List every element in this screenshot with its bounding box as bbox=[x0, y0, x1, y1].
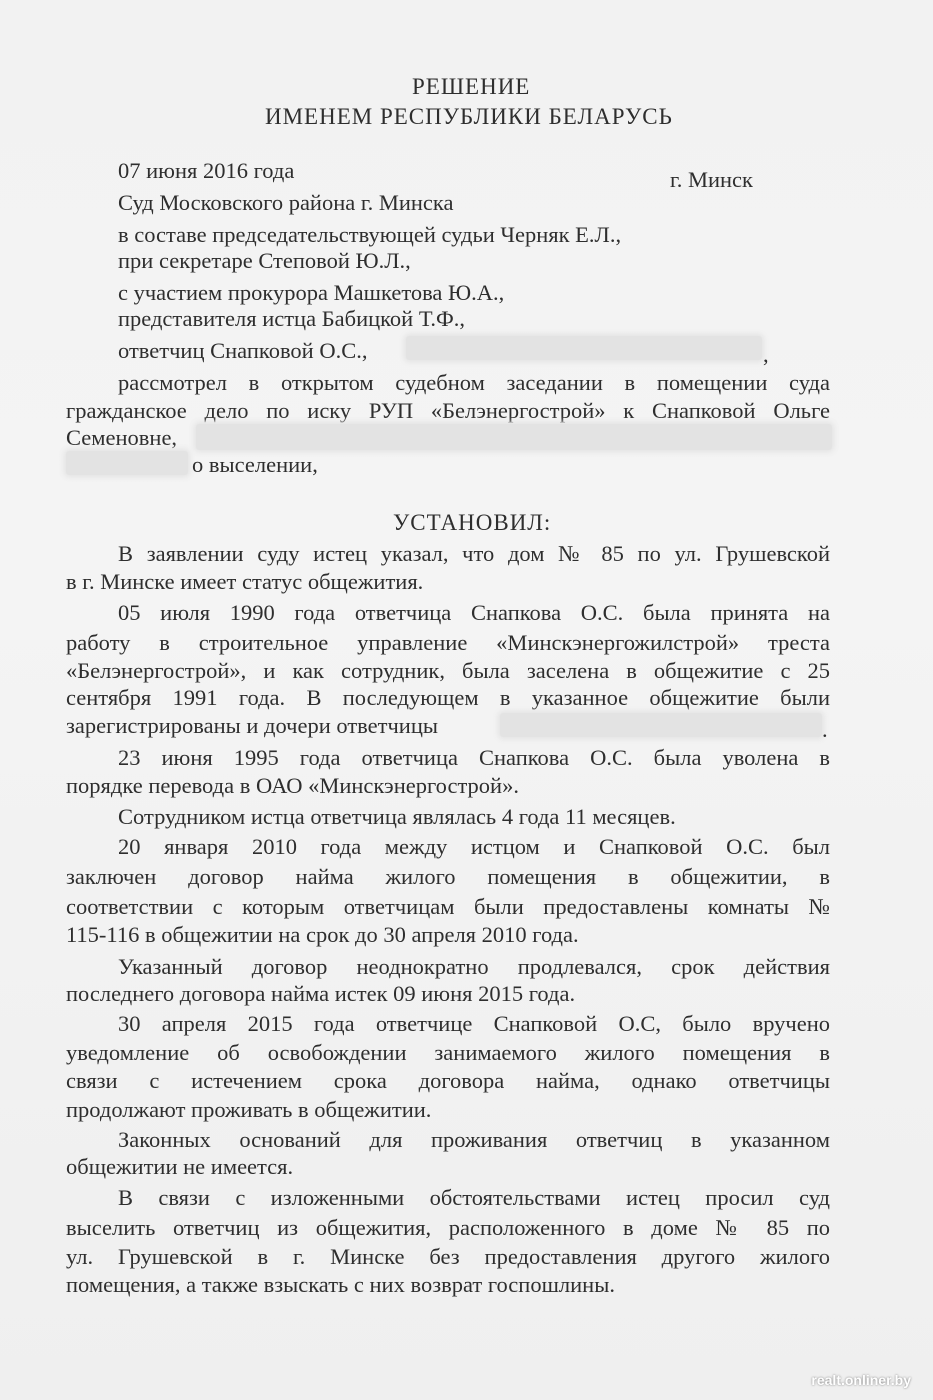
body-line: связи с истечением срока договора найма, однако ответчицы bbox=[66, 1068, 830, 1093]
document-subtitle: ИМЕНЕМ РЕСПУБЛИКИ БЕЛАРУСЬ bbox=[265, 104, 673, 129]
body-line: 30 апреля 2015 года ответчице Снапковой О.С, было вручено bbox=[118, 1011, 830, 1036]
body-line: последнего договора найма истек 09 июня 2015 года. bbox=[66, 981, 576, 1006]
body-line: Сотрудником истца ответчица являлась 4 года 11 месяцев. bbox=[118, 804, 676, 829]
decision-city: г. Минск bbox=[670, 167, 753, 192]
document-title: РЕШЕНИЕ bbox=[412, 74, 531, 99]
body-line: 20 января 2010 года между истцом и Снапковой О.С. был bbox=[118, 834, 830, 859]
body-line: заключен договор найма жилого помещения в общежитии, в bbox=[66, 864, 830, 889]
body-line: зарегистрированы и дочери ответчицы bbox=[66, 713, 438, 738]
body-line: В заявлении суду истец указал, что дом № 85 по ул. Грушевской bbox=[118, 541, 830, 566]
body-line: «Белэнергострой», и как сотрудник, была заселена в общежитие с 25 bbox=[66, 658, 830, 683]
body-line: помещения, а также взыскать с них возврат госпошлины. bbox=[66, 1272, 615, 1297]
body-line: сентября 1991 года. В последующем в указанное общежитие были bbox=[66, 685, 830, 710]
body-line-period: . bbox=[822, 717, 828, 742]
decision-date: 07 июня 2016 года bbox=[118, 158, 295, 183]
court-line: ответчиц Снапковой О.С., bbox=[118, 338, 368, 363]
body-line: соответствии с которым ответчицам были предоставлены комнаты № bbox=[66, 894, 830, 919]
redacted-block bbox=[66, 451, 188, 475]
watermark: realt.onliner.by bbox=[811, 1372, 911, 1388]
intro-line: Семеновне, bbox=[66, 425, 178, 450]
redacted-block bbox=[406, 336, 762, 360]
body-line: Указанный договор неоднократно продлевался, срок действия bbox=[118, 954, 830, 979]
body-line: общежитии не имеется. bbox=[66, 1154, 294, 1179]
court-line: при секретаре Степовой Ю.Л., bbox=[118, 248, 411, 273]
court-line-comma: , bbox=[763, 342, 769, 367]
body-line: В связи с изложенными обстоятельствами истец просил суд bbox=[118, 1185, 830, 1210]
body-line: продолжают проживать в общежитии. bbox=[66, 1097, 432, 1122]
body-line: ул. Грушевской в г. Минске без предоставления другого жилого bbox=[66, 1244, 830, 1269]
court-line: в составе председательствующей судьи Черняк Е.Л., bbox=[118, 222, 622, 247]
body-line: 23 июня 1995 года ответчица Снапкова О.С. была уволена в bbox=[118, 745, 830, 770]
body-line: работу в строительное управление «Минскэнергожилстрой» треста bbox=[66, 630, 830, 655]
court-line: Суд Московского района г. Минска bbox=[118, 190, 454, 215]
body-line: 115-116 в общежитии на срок до 30 апреля 2010 года. bbox=[66, 922, 579, 947]
body-line: Законных оснований для проживания ответчиц в указанном bbox=[118, 1127, 830, 1152]
body-line: уведомление об освобождении занимаемого жилого помещения в bbox=[66, 1040, 830, 1065]
intro-line: о выселении, bbox=[192, 452, 318, 477]
body-line: в г. Минске имеет статус общежития. bbox=[66, 569, 424, 594]
court-line: представителя истца Бабицкой Т.Ф., bbox=[118, 306, 465, 331]
intro-line: рассмотрел в открытом судебном заседании в помещении суда bbox=[118, 370, 830, 395]
body-line: 05 июля 1990 года ответчица Снапкова О.С. была принята на bbox=[118, 600, 830, 625]
court-line: с участием прокурора Машкетова Ю.А., bbox=[118, 280, 505, 305]
body-line: выселить ответчиц из общежития, расположенного в доме № 85 по bbox=[66, 1215, 830, 1240]
redacted-block bbox=[196, 424, 832, 450]
redacted-block bbox=[500, 713, 822, 737]
body-line: порядке перевода в ОАО «Минскэнергострой». bbox=[66, 773, 519, 798]
intro-line: гражданское дело по иску РУП «Белэнергострой» к Снапковой Ольге bbox=[66, 398, 830, 423]
section-title: УСТАНОВИЛ: bbox=[393, 510, 552, 535]
